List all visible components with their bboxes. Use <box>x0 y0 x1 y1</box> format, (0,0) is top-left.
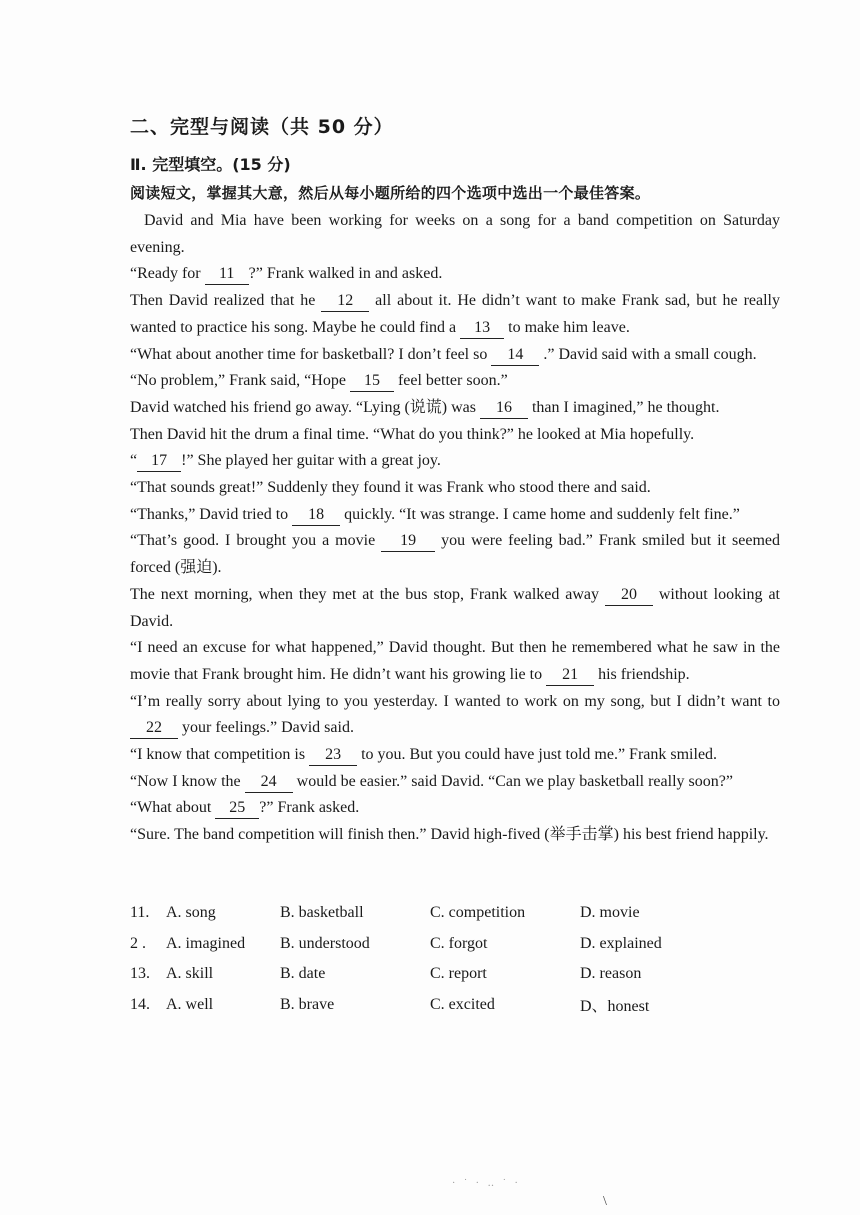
question-number: 14. <box>130 995 150 1013</box>
passage-paragraph: “What about 25 ?” Frank asked. <box>130 795 780 822</box>
blank-24: 24 <box>245 772 293 793</box>
passage-paragraph: “Sure. The band competition will finish then.” David high-fived (举手击掌) his best friend happily. <box>130 826 769 844</box>
passage-paragraph: Then David realized that he 12 all about it. He didn’t want to make Frank sad, but he really wanted to practice his song. Maybe he could find a 13 to make him leave. <box>130 288 780 341</box>
passage-paragraph: “I’m really sorry about lying to you yesterday. I wanted to work on my song, but I didn’t want to 22 your feelings.” David said. <box>130 689 780 742</box>
passage-paragraph: “No problem,” Frank said, “Hope 15 feel better soon.” <box>130 368 780 395</box>
question-number: 13. <box>130 965 150 983</box>
passage-paragraph: “ 17 !” She played her guitar with a great joy. <box>130 448 780 475</box>
option-a: A. song <box>166 904 216 922</box>
option-a: A. well <box>166 995 214 1013</box>
passage-paragraph: “That sounds great!” Suddenly they found it was Frank who stood there and said. <box>130 479 651 497</box>
option-b: B. date <box>280 965 326 983</box>
passage-paragraph: David watched his friend go away. “Lying (说谎) was 16 than I imagined,” he thought. <box>130 395 780 422</box>
passage-paragraph: Then David hit the drum a final time. “What do you think?” he looked at Mia hopefully. <box>130 425 695 443</box>
blank-11: 11 <box>205 264 249 285</box>
blank-16: 16 <box>480 398 528 419</box>
blank-23: 23 <box>309 745 357 766</box>
option-d: D. explained <box>580 934 662 952</box>
passage-paragraph: “I need an excuse for what happened,” David thought. But then he remembered what he saw in the movie that Frank brought him. He didn’t want his growing lie to 21 his friendship. <box>130 635 780 688</box>
option-b: B. basketball <box>280 904 364 922</box>
answer-options <box>130 898 690 1020</box>
passage-paragraph: The next morning, when they met at the bus stop, Frank walked away 20 without looking at David. <box>130 585 780 630</box>
option-c: C. excited <box>430 995 495 1013</box>
passage-paragraph: “Now I know the 24 would be easier.” said David. “Can we play basketball really soon?” <box>130 769 780 796</box>
part-title: Ⅱ. 完型填空。(15 分) <box>130 155 291 174</box>
passage-paragraph: “I know that competition is 23 to you. But you could have just told me.” Frank smiled. <box>130 742 780 769</box>
option-row-12 <box>130 929 690 960</box>
blank-15: 15 <box>350 371 394 392</box>
passage-paragraph: “What about another time for basketball? I don’t feel so 14 .” David said with a small cough. <box>130 342 780 369</box>
option-a: A. imagined <box>166 934 246 952</box>
question-number: 11. <box>130 904 150 922</box>
option-d: D、honest <box>580 998 650 1016</box>
section-title: 二、完型与阅读（共 50 分） <box>130 116 394 138</box>
option-row-11 <box>130 898 690 929</box>
option-c: C. report <box>430 965 487 983</box>
blank-17: 17 <box>137 451 181 472</box>
option-d: D. reason <box>580 965 642 983</box>
blank-19: 19 <box>381 531 435 552</box>
passage-paragraph: “Ready for 11 ?” Frank walked in and asked. <box>130 261 780 288</box>
blank-13: 13 <box>460 318 504 339</box>
option-b: B. brave <box>280 995 335 1013</box>
blank-20: 20 <box>605 585 653 606</box>
question-number: 2 . <box>130 934 146 952</box>
blank-22: 22 <box>130 718 178 739</box>
passage-paragraph: “Thanks,” David tried to 18 quickly. “It was strange. I came home and suddenly felt fine.” <box>130 502 780 529</box>
cloze-passage <box>130 208 780 849</box>
option-b: B. understood <box>280 934 370 952</box>
blank-12: 12 <box>321 291 369 312</box>
option-row-13 <box>130 959 690 990</box>
option-a: A. skill <box>166 965 214 983</box>
instructions: 阅读短文，掌握其大意，然后从每小题所给的四个选项中选出一个最佳答案。 <box>130 184 651 202</box>
scan-artifact-marks: · ˙ · ‥ ˙ · <box>452 1178 521 1189</box>
passage-paragraph: “That’s good. I brought you a movie 19 you were feeling bad.” Frank smiled but it seemed forced (强迫). <box>130 532 780 577</box>
scan-artifact-tick: \ <box>603 1194 607 1209</box>
option-c: C. forgot <box>430 934 488 952</box>
blank-14: 14 <box>491 345 539 366</box>
option-c: C. competition <box>430 904 526 922</box>
blank-25: 25 <box>215 798 259 819</box>
option-row-14 <box>130 990 690 1021</box>
option-d: D. movie <box>580 904 640 922</box>
blank-21: 21 <box>546 665 594 686</box>
blank-18: 18 <box>292 505 340 526</box>
passage-paragraph: David and Mia have been working for weeks on a song for a band competition on Saturday evening. <box>130 212 780 256</box>
